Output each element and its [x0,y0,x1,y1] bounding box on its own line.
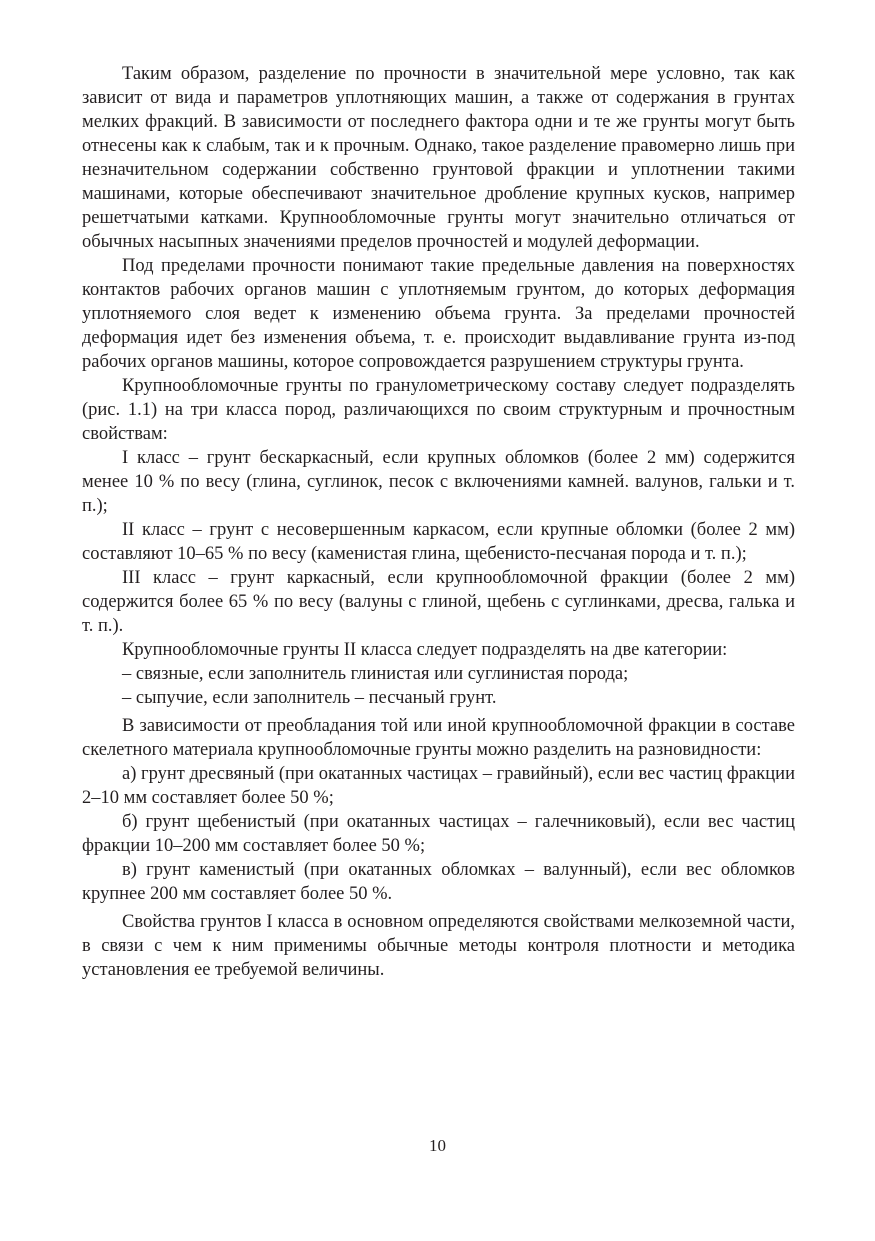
page-body [82,62,795,982]
paragraph-class-1: I класс – грунт бескаркасный, если крупных обломков (более 2 мм) содержится менее 10 % по весу (глина, суглинок, песок с включениями камней. валунов, гальки и т. п.); [82,448,795,516]
paragraph-class-2-categories: Крупнообломочные грунты II класса следует подразделять на две категории: [122,640,728,660]
list-item-loose: – сыпучие, если заполнитель – песчаный грунт. [122,688,497,708]
list-item-variety-a: а) грунт дресвяный (при окатанных частицах – гравийный), если вес частиц фракции 2–10 мм составляет более 50 %; [82,764,795,808]
paragraph-class-2: II класс – грунт с несовершенным каркасом, если крупные обломки (более 2 мм) составляют 10–65 % по весу (каменистая глина, щебенисто-песчаная порода и т. п.); [82,520,795,564]
paragraph-classes-intro: Крупнообломочные грунты по гранулометрическому составу следует подразделять (рис. 1.1) на три класса пород, различающихся по своим структурным и прочностным свойствам: [82,376,795,444]
paragraph-strength-division: Таким образом, разделение по прочности в значительной мере условно, так как зависит от вида и параметров уплотняющих машин, а также от содержания в грунтах мелких фракций. В зависимости от последнего фактора одни и те же грунты могут быть отнесены как к слабым, так и к прочным. Однако, такое разделение правомерно лишь при незначительном содержании собственно грунтовой фракции и уплотнении такими машинами, которые обеспечивают значительное дробление крупных кусков, например решетчатыми катками. Крупнообломочные грунты могут значительно отличаться от обычных насыпных значениями пределов прочностей и модулей деформации. [82,64,795,252]
list-item-variety-b: б) грунт щебенистый (при окатанных частицах – галечниковый), если вес частиц фракции 10–200 мм составляет более 50 %; [82,812,795,856]
list-item-cohesive: – связные, если заполнитель глинистая или суглинистая порода; [122,664,629,684]
paragraph-class-1-properties: Свойства грунтов I класса в основном определяются свойствами мелкоземной части, в связи с чем к ним применимы обычные методы контроля плотности и методика установления ее требуемой величины. [82,912,795,980]
paragraph-varieties-intro: В зависимости от преобладания той или иной крупнообломочной фракции в составе скелетного материала крупнообломочные грунты можно разделить на разновидности: [82,716,795,760]
paragraph-class-3: III класс – грунт каркасный, если крупнообломочной фракции (более 2 мм) содержится более 65 % по весу (валуны с глиной, щебень с суглинками, дресва, галька и т. п.). [82,568,795,636]
list-item-variety-c: в) грунт каменистый (при окатанных обломках – валунный), если вес обломков крупнее 200 мм составляет более 50 %. [82,860,795,904]
page-number: 10 [429,1136,446,1155]
paragraph-strength-limits: Под пределами прочности понимают такие предельные давления на поверхностях контактов рабочих органов машин с уплотняемым грунтом, до которых деформация уплотняемого слоя ведет к изменению объема грунта. За пределами прочностей деформация идет без изменения объема, т. е. происходит выдавливание грунта из-под рабочих органов машины, которое сопровождается разрушением структуры грунта. [82,256,795,372]
